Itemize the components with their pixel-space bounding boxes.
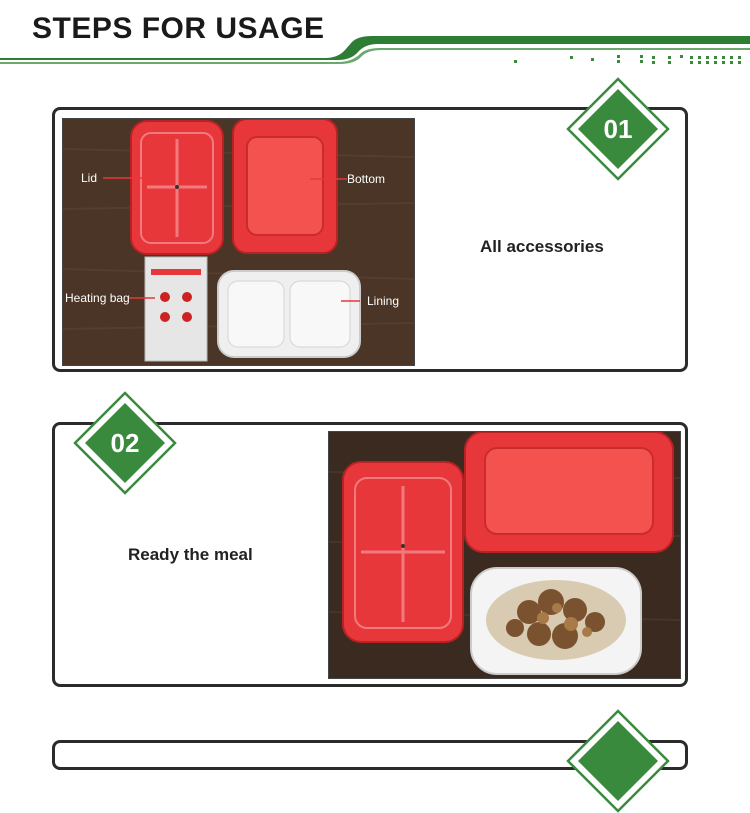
step-badge-01 (566, 77, 670, 181)
accessories-photo (62, 118, 415, 366)
step-number: 02 (110, 427, 140, 458)
step-caption: Ready the meal (128, 545, 253, 564)
step-badge-03 (566, 709, 670, 813)
label-bottom: Bottom (347, 172, 386, 186)
label-lining: Lining (367, 294, 400, 308)
step-caption: All accessories (480, 237, 604, 256)
meal-photo (328, 431, 681, 679)
step-number: 01 (603, 113, 633, 144)
label-heating-bag: Heating bag (65, 291, 130, 305)
page-title: STEPS FOR USAGE (32, 12, 325, 45)
page-header (0, 0, 750, 70)
label-lid: Lid (81, 171, 98, 185)
step-badge-02 (73, 391, 177, 495)
